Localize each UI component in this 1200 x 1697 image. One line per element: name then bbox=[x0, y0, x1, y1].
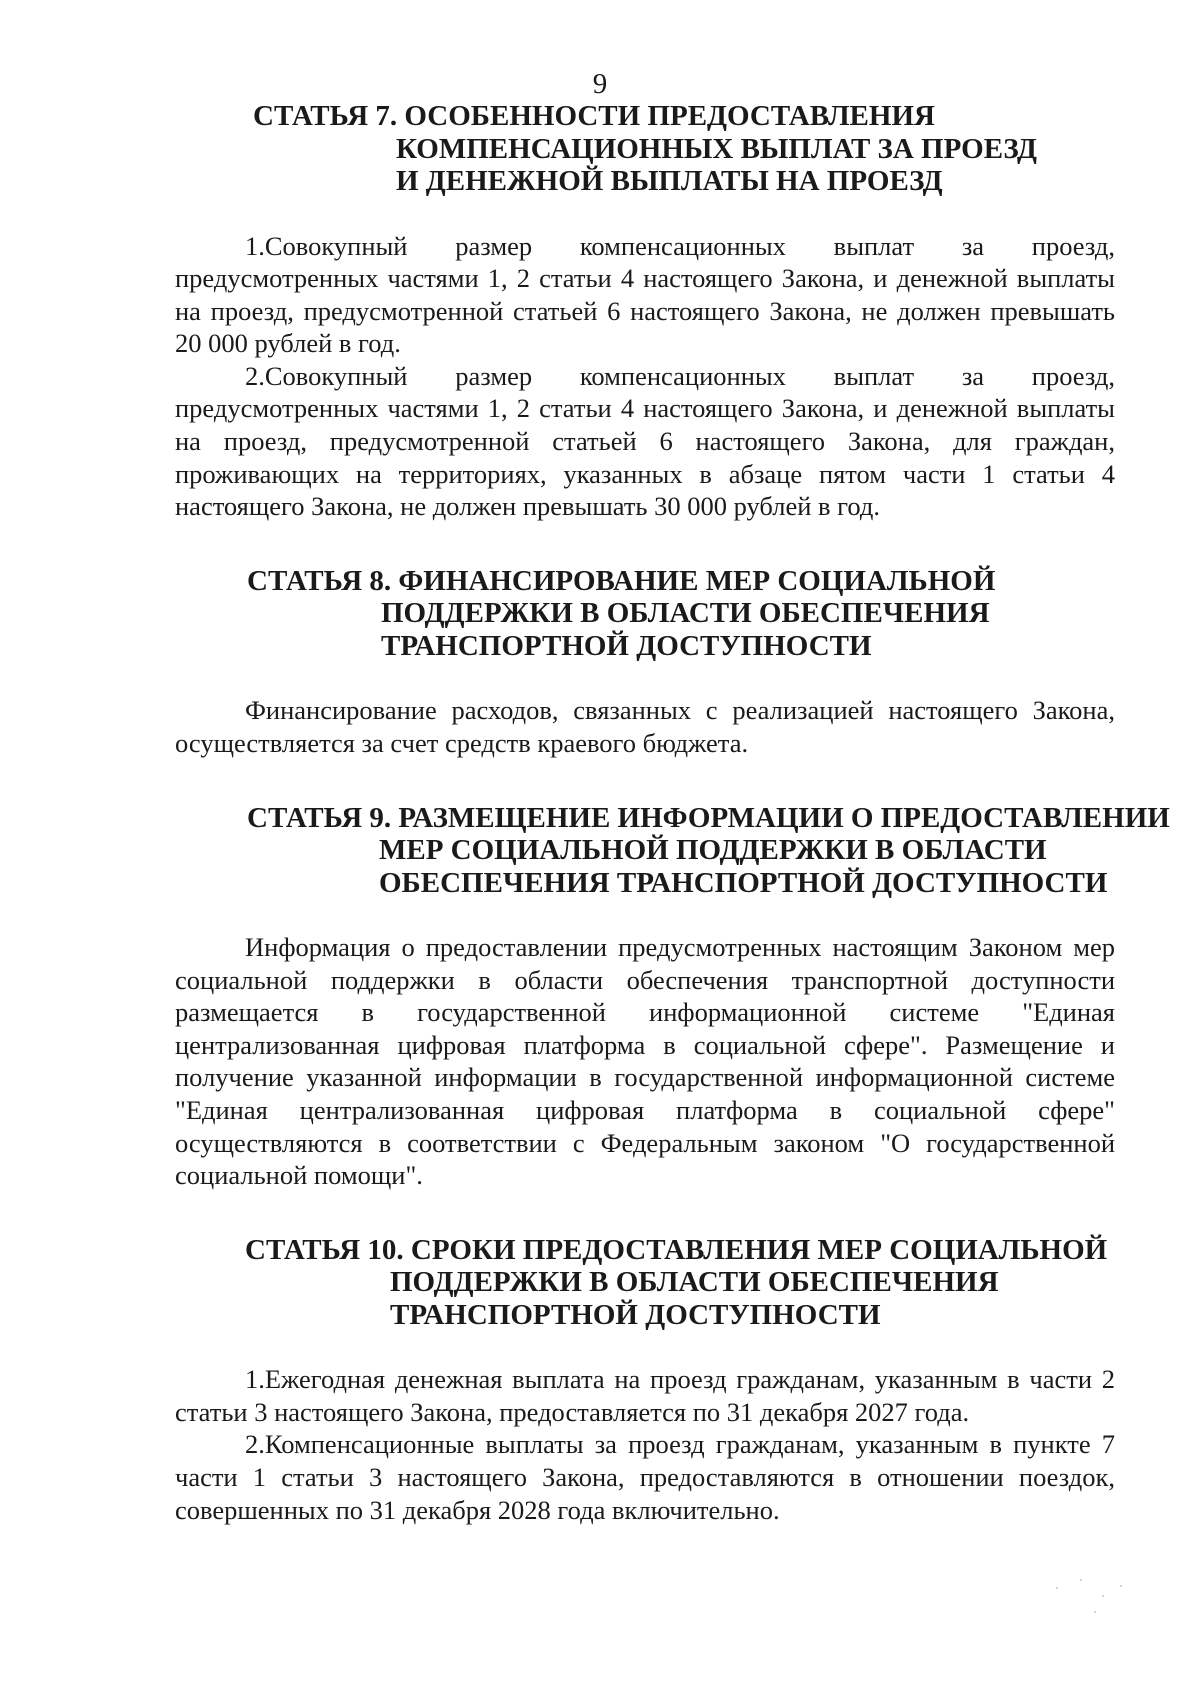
heading-line: ТРАНСПОРТНОЙ ДОСТУПНОСТИ bbox=[381, 629, 872, 662]
heading-line: СТАТЬЯ 9. РАЗМЕЩЕНИЕ ИНФОРМАЦИИ О ПРЕДОСТАВЛЕНИИ bbox=[247, 801, 1170, 834]
article-10-heading bbox=[245, 1234, 1115, 1332]
heading-line: ПОДДЕРЖКИ В ОБЛАСТИ ОБЕСПЕЧЕНИЯ bbox=[381, 597, 990, 630]
article-7-paragraph-2: 2.Совокупный размер компенсационных выплат за проезд, предусмотренных частями 1, 2 статьи 4 настоящего Закона, и денежной выплаты на проезд, предусмотренной статьей 6 настоящего Закона, для граждан, проживающих на территориях, указанных в абзаце пятом части 1 статьи 4 настоящего Закона, не должен превышать 30 000 рублей в год. bbox=[175, 360, 1115, 522]
document-body bbox=[175, 100, 1170, 1526]
scan-specks bbox=[1050, 1577, 1130, 1637]
heading-line: И ДЕНЕЖНОЙ ВЫПЛАТЫ НА ПРОЕЗД bbox=[396, 165, 943, 197]
heading-line: КОМПЕНСАЦИОННЫХ ВЫПЛАТ ЗА ПРОЕЗД bbox=[396, 132, 1037, 165]
heading-line: МЕР СОЦИАЛЬНОЙ ПОДДЕРЖКИ В ОБЛАСТИ bbox=[379, 834, 1047, 867]
article-7-heading bbox=[253, 100, 1115, 198]
article-9-paragraph-1: Информация о предоставлении предусмотренных настоящим Законом мер социальной поддержки в области обеспечения транспортной доступности размещается в государственной информационной системе "Единая централизованная цифровая платформа в социальной сфере". Размещение и получение указанной информации в государственной информационной системе "Единая централизованная цифровая платформа в социальной сфере" осуществляются в соответствии с Федеральным законом "О государственной социальной помощи". bbox=[175, 932, 1115, 1191]
heading-line: СТАТЬЯ 7. ОСОБЕННОСТИ ПРЕДОСТАВЛЕНИЯ bbox=[253, 100, 935, 132]
article-8-paragraph-1: Финансирование расходов, связанных с реализацией настоящего Закона, осуществляется за счет средств краевого бюджета. bbox=[175, 695, 1115, 758]
heading-line: ТРАНСПОРТНОЙ ДОСТУПНОСТИ bbox=[390, 1298, 881, 1331]
heading-line: ОБЕСПЕЧЕНИЯ ТРАНСПОРТНОЙ ДОСТУПНОСТИ bbox=[379, 866, 1108, 899]
article-10-paragraph-2: 2.Компенсационные выплаты за проезд гражданам, указанным в пункте 7 части 1 статьи 3 настоящего Закона, предоставляются в отношении поездок, совершенных по 31 декабря 2028 года включительно. bbox=[175, 1429, 1115, 1525]
article-9-heading bbox=[247, 801, 1170, 900]
heading-line: СТАТЬЯ 8. ФИНАНСИРОВАНИЕ МЕР СОЦИАЛЬНОЙ bbox=[247, 564, 996, 597]
heading-line: ПОДДЕРЖКИ В ОБЛАСТИ ОБЕСПЕЧЕНИЯ bbox=[390, 1266, 999, 1299]
article-10-paragraph-1: 1.Ежегодная денежная выплата на проезд гражданам, указанным в части 2 статьи 3 настоящего Закона, предоставляется по 31 декабря 2027 года. bbox=[175, 1364, 1115, 1427]
heading-line: СТАТЬЯ 10. СРОКИ ПРЕДОСТАВЛЕНИЯ МЕР СОЦИАЛЬНОЙ bbox=[245, 1233, 1108, 1266]
article-7-paragraph-1: 1.Совокупный размер компенсационных выплат за проезд, предусмотренных частями 1, 2 статьи 4 настоящего Закона, и денежной выплаты на проезд, предусмотренной статьей 6 настоящего Закона, не должен превышать 20 000 рублей в год. bbox=[175, 230, 1115, 359]
page-number: 9 bbox=[592, 68, 608, 100]
article-8-heading bbox=[247, 565, 1115, 663]
